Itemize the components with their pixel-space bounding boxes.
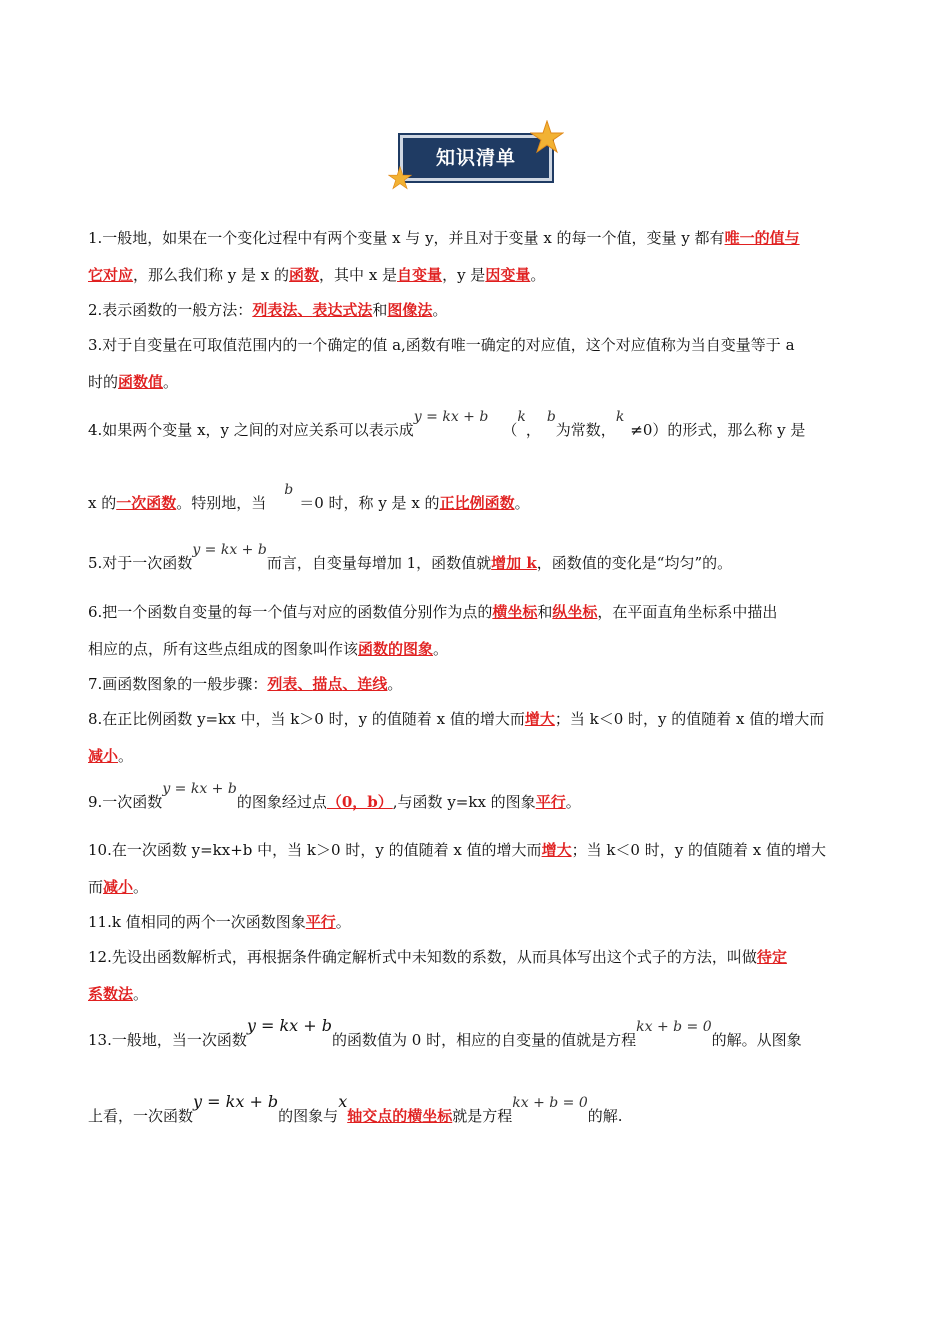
highlight-independent-variable: 自变量 — [397, 266, 443, 284]
highlight-proportional-function: 正比例函数 — [439, 494, 515, 512]
item-2: 2.表示函数的一般方法：列表法、表达式法和图像法。 — [88, 301, 448, 319]
item-3-line-1: 3.对于自变量在可取值范围内的一个确定的值 a,函数有唯一确定的对应值，这个对应值称为当自变量等于 a — [88, 336, 795, 354]
item-1-line-2: 它对应，那么我们称 y 是 x 的函数，其中 x 是自变量，y 是因变量。 — [88, 266, 546, 284]
item-10-line-2: 而减小。 — [88, 878, 149, 896]
item-6-line-2: 相应的点，所有这些点组成的图象叫作该函数的图象。 — [88, 640, 449, 658]
item-7: 7.画函数图象的一般步骤：列表、描点、连线。 — [88, 675, 403, 693]
item-4-line-1: 4.如果两个变量 x，y 之间的对应关系可以表示成y = kx + b（k，b为常数，k≠0）的形式，那么称 y 是 — [88, 409, 806, 439]
item-12-line-2: 系数法。 — [88, 985, 149, 1003]
item-4-line-2: x 的一次函数。特别地，当b＝0 时，称 y 是 x 的正比例函数。 — [88, 482, 530, 512]
item-8-line-1: 8.在正比例函数 y=kx 中，当 k＞0 时，y 的值随着 x 值的增大而增大；当 k＜0 时，y 的值随着 x 值的增大而 — [88, 710, 825, 728]
item-3-line-2: 时的函数值。 — [88, 373, 179, 391]
highlight-dependent-variable: 因变量 — [485, 266, 531, 284]
item-6-line-1: 6.把一个函数自变量的每一个值与对应的函数值分别作为点的横坐标和纵坐标，在平面直角坐标系中描出 — [88, 603, 778, 621]
banner-title: 知识清单 — [400, 135, 552, 181]
item-13-line-1: 13.一般地，当一次函数y = kx + b的函数值为 0 时，相应的自变量的值就是方程kx + b = 0的解。从图象 — [88, 1016, 802, 1049]
item-1-line-1: 1.一般地，如果在一个变化过程中有两个变量 x 与 y，并且对于变量 x 的每一个值，变量 y 都有唯一的值与 — [88, 229, 800, 247]
item-12-line-1: 12.先设出函数解析式，再根据条件确定解析式中未知数的系数，从而具体写出这个式子的方法，叫做待定 — [88, 948, 787, 966]
star-icon-top-right — [530, 120, 564, 154]
item-5: 5.对于一次函数y = kx + b而言，自变量每增加 1，函数值就增加 k，函数值的变化是“均匀”的。 — [88, 542, 733, 572]
section-banner — [388, 120, 568, 192]
item-10-line-1: 10.在一次函数 y=kx+b 中，当 k＞0 时，y 的值随着 x 值的增大而增大；当 k＜0 时，y 的值随着 x 值的增大 — [88, 841, 826, 859]
math-y-kx-b: y = kx + b — [413, 409, 489, 425]
item-9: 9.一次函数y = kx + b的图象经过点（0，b）,与函数 y=kx 的图象平行。 — [88, 781, 581, 811]
item-13-line-2: 上看，一次函数y = kx + b的图象与x轴交点的横坐标就是方程kx + b = 0的解. — [88, 1092, 623, 1125]
item-11: 11.k 值相同的两个一次函数图象平行。 — [88, 913, 351, 931]
highlight-function: 函数 — [289, 266, 320, 284]
highlight-unique-value: 唯一的值与 — [724, 229, 800, 247]
item-8-line-2: 减小。 — [88, 747, 134, 765]
highlight-linear-function: 一次函数 — [116, 494, 177, 512]
star-icon-bottom-left — [388, 166, 412, 190]
